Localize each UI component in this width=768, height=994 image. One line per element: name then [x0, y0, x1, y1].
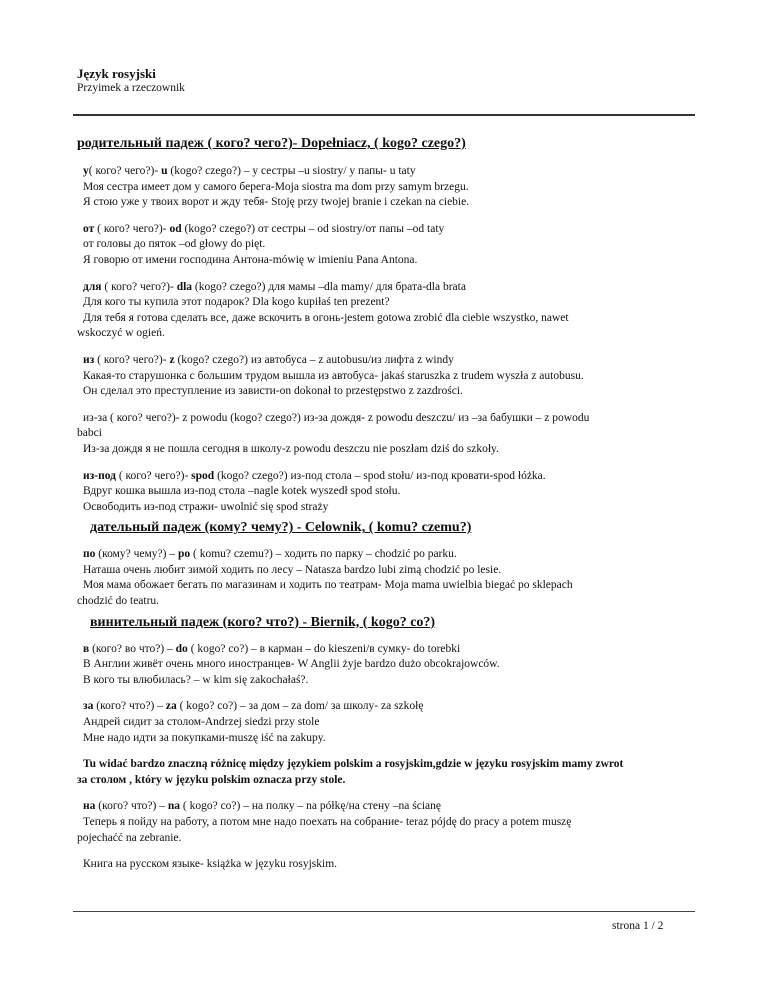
preposition-u-block	[77, 164, 695, 211]
line: Для кого ты купила этот подарок? Dla kogo kupiłaś ten prezent?	[83, 296, 390, 309]
line: из-за ( кого? чего?)- z powodu (kogo? czego?) из-за дождя- z powodu deszczu/ из –за бабушки – z powodu	[83, 411, 590, 424]
line: от головы до пяток –od głowy do pięt.	[83, 238, 266, 251]
line	[77, 642, 695, 658]
line	[77, 799, 695, 815]
text: ( kogo? co?) – на полку – na półkę/на стену –na ścianę	[180, 800, 441, 813]
line: В кого ты влюбилась? – w kim się zakochałaś?.	[83, 673, 309, 686]
text: (кого? во что?) –	[89, 642, 176, 655]
text: (kogo? czego?) из-под стола – spod stołu/ из-под кровати-spod łóżka.	[214, 469, 546, 482]
line: Освободить из-под стражи- uwolnić się spod straży	[83, 500, 329, 513]
line	[77, 280, 695, 296]
line	[77, 699, 695, 715]
line: Мне надо идти за покупками-muszę iść na zakupy.	[83, 731, 326, 744]
preposition-dlya-block	[77, 280, 695, 342]
text: (kogo? czego?) от сестры – od siostry/от папы –od taty	[181, 222, 445, 235]
preposition-ot-block	[77, 222, 695, 269]
text: (кого? что?) –	[95, 800, 168, 813]
text: (kogo? czego?) – у сестры –u siostry/ у папы- u taty	[167, 165, 416, 177]
line	[77, 547, 695, 563]
line: babci	[77, 427, 102, 440]
document-subtitle: Przyimek a rzeczownik	[77, 82, 185, 94]
keyword: z	[169, 353, 175, 366]
line: Tu widać bardzo znaczną różnicę między językiem polskim a rosyjskim,gdzie w języku rosyjskim mamy zwrot	[83, 758, 624, 771]
line: pojechaćć na zebranie.	[77, 831, 182, 844]
preposition-za-block	[77, 699, 695, 746]
document-body	[77, 135, 695, 884]
text: ( kogo? co?) – за дом – za dom/ за школу- za szkołę	[176, 700, 424, 713]
line: Из-за дождя я не пошла сегодня в школу-z powodu deszczu nie poszłam dziś do szkoły.	[83, 442, 499, 455]
line	[77, 353, 695, 369]
keyword: za	[165, 700, 177, 713]
text: ( komu? czemu?) – ходить по парку – chodzić po parku.	[190, 548, 457, 561]
line: Андрей сидит за столом-Andrzej siedzi przy stole	[83, 716, 320, 729]
line: Для тебя я готова сделать все, даже вскочить в огонь-jestem gotowa zrobić dla ciebie wszystko, nawet	[83, 311, 569, 324]
text: ( кого? чего?)-	[94, 222, 170, 235]
line	[77, 469, 695, 485]
line: за столом , który w języku polskim oznacza przy stole.	[77, 773, 346, 786]
dative-heading: дательный падеж (кому? чему?) - Celownik, ( komu? czemu?)	[90, 520, 472, 536]
preposition-po-block	[77, 547, 695, 609]
text: ( кого? чего?)-	[101, 280, 177, 293]
keyword: do	[175, 642, 188, 655]
line: Книга на русском языке- książka w języku rosyjskim.	[83, 858, 338, 871]
line: Я говорю от имени господина Антона-mówię w imieniu Pana Antona.	[83, 253, 418, 266]
keyword: spod	[191, 469, 215, 482]
preposition-izpod-block	[77, 469, 695, 516]
preposition-iz-block	[77, 353, 695, 400]
text: ( кого? чего?)-	[94, 353, 170, 366]
line: В Англии живёт очень много иностранцев- W Anglii żyje bardzo dużo obcokrajowców.	[83, 658, 500, 671]
page-number: strona 1 / 2	[612, 920, 664, 932]
line: Я стою уже у твоих ворот и жду тебя- Stoję przy twojej branie i czekan na ciebie.	[83, 196, 470, 209]
line: Какая-то старушонка с большим трудом вышла из автобуса- jakaś staruszka z trudem wyszła z autobusu.	[83, 369, 584, 382]
text: ( kogo? co?) – в карман – do kieszeni/в сумку- do torebki	[187, 642, 461, 655]
line: chodzić do teatru.	[77, 595, 160, 608]
accusative-heading: винительный падеж (кого? что?) - Biernik, ( kogo? co?)	[90, 614, 436, 630]
keyword: от	[83, 222, 95, 235]
line: Теперь я пойду на работу, а потом мне надо поехать на собрание- teraz pójdę do pracy a potem muszę	[83, 816, 572, 828]
line: wskoczyć w ogień.	[77, 327, 165, 340]
keyword: po	[178, 548, 191, 561]
line	[77, 164, 695, 180]
keyword: из-под	[83, 469, 116, 482]
header-rule	[73, 114, 695, 116]
note-paragraph	[77, 757, 695, 788]
text: ( кого? чего?)-	[115, 469, 192, 482]
keyword: из	[83, 353, 95, 366]
line	[77, 222, 695, 238]
keyword: na	[167, 800, 181, 813]
text: (кого? что?) –	[93, 700, 166, 713]
keyword: на	[83, 800, 96, 813]
text: (kogo? czego?) для мамы –dla mamy/ для брата-dla brata	[192, 280, 466, 293]
line: Моя сестра имеет дом у самого берега-Moja siostra ma dom przy samym brzegu.	[83, 180, 469, 193]
keyword: od	[169, 222, 182, 235]
text: (кому? чему?) –	[95, 548, 178, 561]
line: Он сделал это преступление из зависти-on dokonał to przestępstwo z zazdrości.	[83, 385, 463, 398]
keyword: за	[83, 700, 94, 713]
preposition-izza-block	[77, 411, 695, 458]
keyword: u	[161, 165, 168, 177]
last-line-block	[77, 857, 695, 873]
keyword: у	[83, 165, 89, 177]
keyword: в	[83, 642, 90, 655]
keyword: для	[83, 280, 102, 293]
line: Моя мама обожает бегать по магазинам и ходить по театрам- Moja mama uwielbia biegać po sklepach	[83, 579, 573, 592]
preposition-na-block	[77, 799, 695, 846]
document-title: Język rosyjski	[77, 66, 156, 81]
text: ( кого? чего?)-	[88, 165, 162, 177]
keyword: dla	[176, 280, 193, 293]
line: Вдруг кошка вышла из-под стола –nagle kotek wyszedł spod stołu.	[83, 485, 401, 498]
keyword: по	[83, 548, 96, 561]
preposition-v-block	[77, 642, 695, 689]
footer-rule	[73, 911, 695, 912]
text: (kogo? czego?) из автобуса – z autobusu/из лифта z windy	[174, 353, 454, 366]
line: Наташа очень любит зимой ходить по лесу – Natasza bardzo lubi zimą chodzić po lesie.	[83, 563, 502, 576]
genitive-heading: родительный падеж ( кого? чего?)- Dopełniacz, ( kogo? czego?)	[77, 136, 466, 151]
